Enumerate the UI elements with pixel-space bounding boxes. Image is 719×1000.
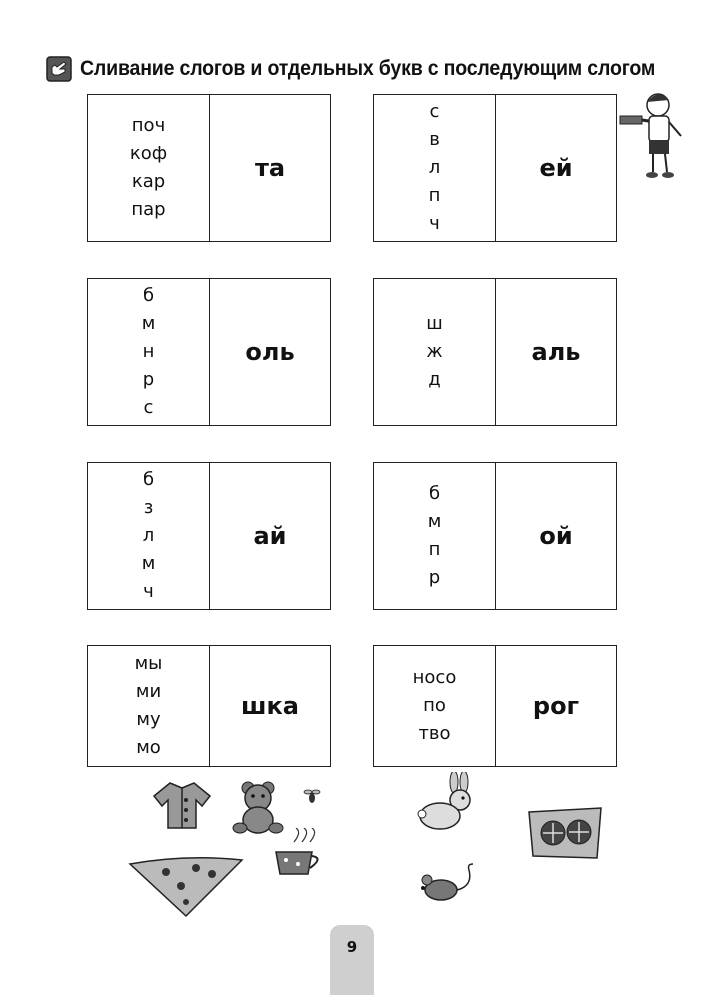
syllable: б xyxy=(428,483,441,504)
ending-syllable: шка xyxy=(241,692,299,720)
fly-icon xyxy=(302,786,322,806)
ending-syllable: оль xyxy=(245,338,295,366)
bunny-icon xyxy=(410,772,480,834)
syllable: поч xyxy=(131,115,166,136)
syllable: п xyxy=(428,539,441,560)
syllable: д xyxy=(428,369,441,390)
syllable-card-1 xyxy=(87,94,331,242)
syllable-list xyxy=(88,463,210,609)
mouse-icon xyxy=(415,862,480,910)
syllable-card-2 xyxy=(373,94,617,242)
page-title: Сливание слогов и отдельных букв с последующим слогом xyxy=(80,57,656,80)
syllable-list xyxy=(88,279,210,425)
syllable-card-5 xyxy=(87,462,331,610)
syllable: р xyxy=(142,369,155,390)
syllable: р xyxy=(428,567,441,588)
syllable: б xyxy=(142,285,155,306)
ending-syllable: аль xyxy=(531,338,581,366)
ending-syllable: та xyxy=(254,154,286,182)
rug-icon xyxy=(525,806,605,861)
syllable: кар xyxy=(131,171,166,192)
tea-cup-icon xyxy=(272,828,327,883)
pointing-hand-icon xyxy=(46,56,72,82)
syllable: н xyxy=(142,341,155,362)
syllable-list xyxy=(374,463,496,609)
syllable-card-8 xyxy=(373,645,617,767)
syllable: ми xyxy=(135,681,162,702)
syllable: коф xyxy=(129,143,168,164)
syllable: л xyxy=(142,525,155,546)
syllable: ч xyxy=(143,581,154,602)
syllable-list xyxy=(374,646,496,766)
syllable: б xyxy=(142,469,155,490)
syllable: мы xyxy=(134,653,163,674)
ending-syllable: ей xyxy=(539,154,573,182)
syllable: носо xyxy=(412,667,457,688)
syllable-list xyxy=(374,279,496,425)
syllable-card-4 xyxy=(373,278,617,426)
syllable: пар xyxy=(131,199,166,220)
teddy-bear-icon xyxy=(228,780,288,835)
ending-syllable: ой xyxy=(539,522,573,550)
page-number-tab xyxy=(330,925,374,995)
boy-with-brush-icon xyxy=(615,88,685,183)
syllable: м xyxy=(141,553,156,574)
syllable: м xyxy=(141,313,156,334)
syllable: тво xyxy=(418,723,451,744)
shawl-icon xyxy=(126,852,246,922)
syllable-card-7 xyxy=(87,645,331,767)
syllable-list xyxy=(88,646,210,766)
syllable: му xyxy=(136,709,161,730)
syllable: п xyxy=(428,185,441,206)
syllable: л xyxy=(428,157,441,178)
syllable: с xyxy=(429,101,440,122)
syllable: з xyxy=(143,497,154,518)
syllable: мо xyxy=(136,737,161,758)
syllable-card-6 xyxy=(373,462,617,610)
syllable: ч xyxy=(429,213,440,234)
page-number: 9 xyxy=(346,938,358,956)
syllable: в xyxy=(429,129,440,150)
syllable: с xyxy=(143,397,154,418)
syllable: м xyxy=(427,511,442,532)
syllable: ш xyxy=(426,313,443,334)
ending-syllable: рог xyxy=(532,692,580,720)
syllable-list xyxy=(88,95,210,241)
syllable: ж xyxy=(426,341,443,362)
jacket-icon xyxy=(152,778,212,833)
ending-syllable: ай xyxy=(253,522,287,550)
header xyxy=(46,52,698,86)
syllable: по xyxy=(423,695,446,716)
syllable-card-3 xyxy=(87,278,331,426)
syllable-list xyxy=(374,95,496,241)
